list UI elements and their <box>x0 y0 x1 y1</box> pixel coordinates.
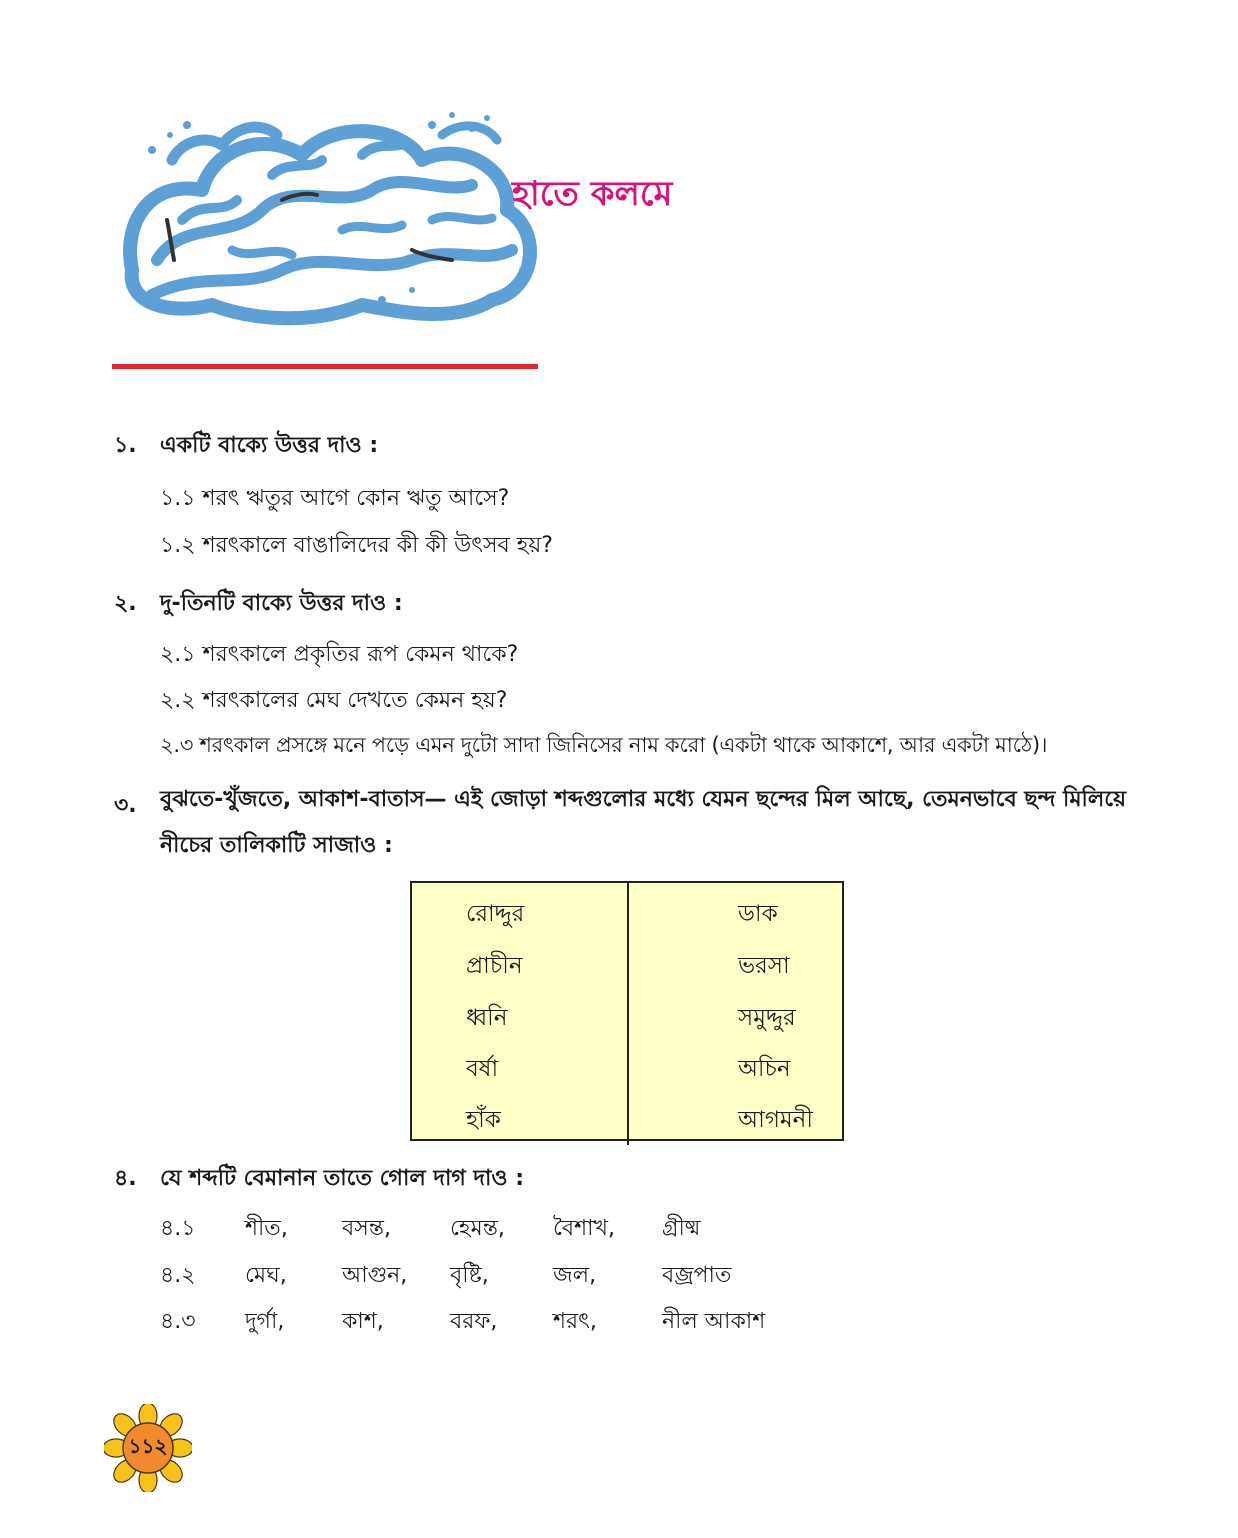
page-number: ১১২ <box>128 1434 168 1458</box>
q1-sub-1: ১.১ শরৎ ঋতুর আগে কোন ঋতু আসে? <box>160 486 510 511</box>
q4-number: ৪. <box>114 1166 137 1191</box>
q4-row-3-word-3: বরফ, <box>450 1309 498 1334</box>
rhyme-right-5: আগমনী <box>738 1107 813 1133</box>
rhyme-left-1: রোদ্দুর <box>466 901 525 927</box>
q2-heading: দু-তিনটি বাক্যে উত্তর দাও : <box>160 591 403 616</box>
q4-row-1-word-2: বসন্ত, <box>342 1216 391 1241</box>
q4-heading: যে শব্দটি বেমানান তাতে গোল দাগ দাও : <box>160 1166 525 1191</box>
q2-number: ২. <box>114 591 137 616</box>
q4-row-1-word-4: বৈশাখ, <box>553 1216 615 1241</box>
rhyme-right-4: অচিন <box>738 1056 791 1082</box>
q4-row-2-number: ৪.২ <box>160 1263 196 1288</box>
rhyme-left-2: প্রাচীন <box>466 953 523 979</box>
rhyme-right-2: ভরসা <box>738 953 790 979</box>
q4-row-1-number: ৪.১ <box>160 1216 196 1241</box>
q4-row-3-word-4: শরৎ, <box>553 1309 597 1334</box>
q1-number: ১. <box>114 433 137 458</box>
q2-sub-2: ২.২ শরৎকালের মেঘ দেখতে কেমন হয়? <box>160 688 508 713</box>
q4-row-1-word-3: হেমন্ত, <box>450 1216 505 1241</box>
q4-row-3-word-5: নীল আকাশ <box>662 1309 766 1334</box>
rhyme-left-4: বর্ষা <box>466 1056 499 1082</box>
q4-row-1-word-5: গ্রীষ্ম <box>662 1216 701 1241</box>
rhyme-left-5: হাঁক <box>466 1107 501 1133</box>
q3-heading: বুঝতে-খুঁজতে, আকাশ-বাতাস— এই জোড়া শব্দগুলোর মধ্যে যেমন ছন্দের মিল আছে, তেমনভাবে ছন্দ মিলিয়ে নীচের তালিকাটি সাজাও : <box>160 787 1127 858</box>
rhyme-right-1: ডাক <box>738 901 778 927</box>
rhyme-left-3: ধ্বনি <box>466 1005 508 1031</box>
decorative-cloud-artwork <box>112 100 552 330</box>
q4-row-3-word-2: কাশ, <box>342 1309 384 1334</box>
q4-row-2-word-3: বৃষ্টি, <box>450 1263 489 1288</box>
q4-row-3-word-1: দুর্গা, <box>245 1309 285 1334</box>
q3-number: ৩. <box>114 793 137 818</box>
q4-row-2-word-5: বজ্রপাত <box>662 1263 732 1288</box>
q1-sub-2: ১.২ শরৎকালে বাঙালিদের কী কী উৎসব হয়? <box>160 533 553 558</box>
q4-row-2-word-1: মেঘ, <box>245 1263 287 1288</box>
q2-sub-1: ২.১ শরৎকালে প্রকৃতির রূপ কেমন থাকে? <box>160 642 519 667</box>
rhyme-table-divider <box>627 881 629 1145</box>
q4-row-2-word-4: জল, <box>553 1263 597 1288</box>
rhyme-right-3: সমুদ্দুর <box>738 1005 796 1031</box>
q2-sub-3: ২.৩ শরৎকাল প্রসঙ্গে মনে পড়ে এমন দুটো সাদা জিনিসের নাম করো (একটা থাকে আকাশে, আর একটা মাঠে)। <box>160 733 1048 757</box>
title-underline <box>112 364 538 369</box>
q1-heading: একটি বাক্যে উত্তর দাও : <box>160 433 379 458</box>
section-title: হাতে কলমে <box>512 174 673 214</box>
q4-row-3-number: ৪.৩ <box>160 1309 196 1334</box>
q4-row-2-word-2: আগুন, <box>342 1263 408 1288</box>
q4-row-1-word-1: শীত, <box>245 1216 288 1241</box>
